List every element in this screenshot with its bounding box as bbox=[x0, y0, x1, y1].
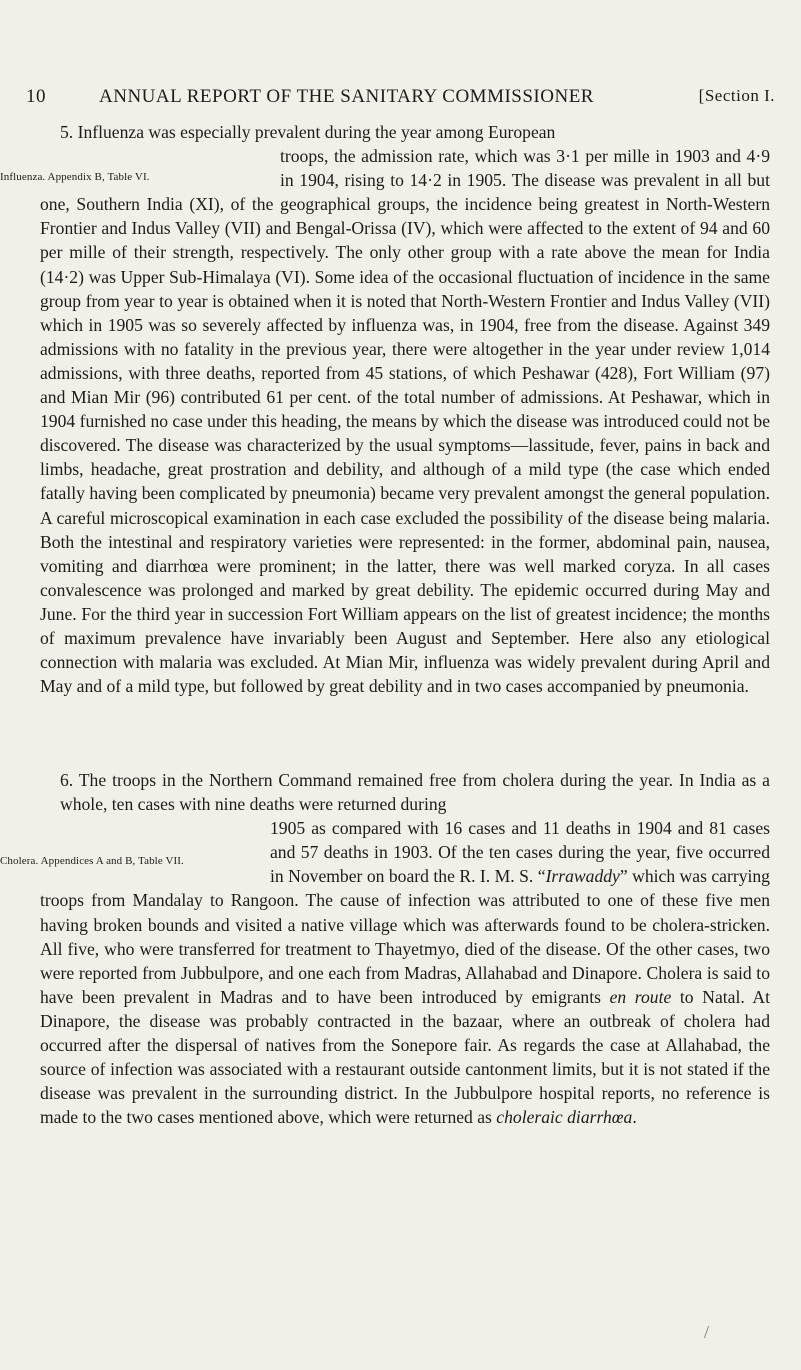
paragraph-influenza-side-text: troops, the admission rate, which was 3·1 per mille in 1903 and 4·9 in 1904, rising to 14·2 in 1905. bbox=[280, 146, 770, 191]
paragraph-cholera-side-text: 1905 as compared with 16 cases and 11 deaths in 1904 and 81 cases and 57 deaths in 1903. Of the ten cases during the year, five occurred in bbox=[270, 818, 770, 887]
paragraph-influenza bbox=[0, 120, 770, 698]
running-title: ANNUAL REPORT OF THE SANITARY COMMISSIONER bbox=[99, 86, 594, 107]
paragraph-influenza-body: The disease was prevalent in all but one, Southern India (XI), of the geographical groups, the incidence being greatest in North-Western Frontier and Indus Valley (VII) and Bengal-Orissa (IV), which were affected to the extent of 94 and 60 per mille of their strength, respectively. The only other group with a rate above the mean for India (14·2) was Upper Sub-Himalaya (VI). Some idea of the occasional fluctuation of incidence in the same group from year to year is obtained when it is noted that North-Western Frontier and Indus Valley (VII) which in 1905 was so severely affected by influenza was, in 1904, free from the disease. Against 349 admissions with no fatality in the previous year, there were altogether in the year under review 1,014 admissions, with three deaths, reported from 45 stations, of which Peshawar (428), Fort William (97) and Mian Mir (96) contributed 61 per cent. of the total number of admissions. At Peshawar, which in 1904 furnished no case under this heading, the means by which the disease was introduced could not be discovered. The disease was characterized by the usual symptoms—lassitude, fever, pains in back and limbs, headache, great prostration and debility, and although of a mild type (the case which ended fatally having been complicated by pneumonia) became very prevalent amongst the general population. A careful microscopical examination in each case excluded the possibility of the disease being malaria. Both the intestinal and respiratory varieties were represented: in the former, abdominal pain, nausea, vomiting and diarrhœa were prominent; in the latter, there was well marked coryza. In all cases convalescence was prolonged and marked by great debility. The epidemic occurred during May and June. For the third year in succession Fort William appears on the list of greatest incidence; the months of maximum prevalence have invariably been August and September. Here also any etiological connection with malaria was excluded. At Mian Mir, influenza was widely prevalent during April and May and of a mild type, but followed by great debility and in two cases accompanied by pneumonia. bbox=[40, 170, 770, 697]
page-number: 10 bbox=[26, 86, 46, 107]
paragraph-cholera bbox=[0, 768, 770, 1129]
stray-pen-mark: / bbox=[704, 1322, 710, 1342]
margin-note-cholera: Cholera. Appendices A and B, Table VII. bbox=[0, 855, 184, 868]
paragraph-influenza-first-line: 5. Influenza was especially prevalent during the year among European bbox=[60, 122, 556, 142]
page-header bbox=[26, 86, 775, 112]
choleraic-diarrhoea-italic: choleraic diarrhœa bbox=[496, 1107, 633, 1128]
paragraph-cholera-body-b: ” which was carrying troops from Mandalay to Rangoon. The cause of infection was attributed to one of these five men having broken bounds and visited a native village which was afterwards found to be cholera-stricken. All five, who were transferred for treatment to Thayetmyo, died of the disease. Of the other cases, two were reported from Jubbulpore, and one each from Madras, Allahabad and Dinapore. Cholera is said to have been prevalent in Madras and to have been introduced by emigrants bbox=[40, 866, 770, 1007]
section-label: [Section I. bbox=[698, 86, 775, 105]
ship-name: Irrawaddy bbox=[545, 866, 620, 887]
en-route-italic: en route bbox=[609, 986, 672, 1007]
paragraph-cholera-first-line: 6. The troops in the Northern Command remained free from cholera during the year. In India as a whole, ten cases with nine deaths were returned during bbox=[60, 770, 770, 815]
margin-note-influenza: Influenza. Appendix B, Table VI. bbox=[0, 171, 150, 184]
paragraph-cholera-end: . bbox=[632, 1107, 637, 1128]
paragraph-cholera-body-a: November on board the R. I. M. S. “ bbox=[288, 866, 546, 887]
paragraph-cholera-body-c: to Natal. At Dinapore, the disease was probably contracted in the bazaar, where an outbreak of cholera had occurred after the dispersal of natives from the Sonepore fair. As regards the case at Allahabad, the source of infection was associated with a restaurant outside cantonment limits, but it is not stated if the disease was prevalent in the surrounding district. In the Jubbulpore hospital reports, no reference is made to the two cases mentioned above, which were returned as bbox=[40, 986, 770, 1128]
